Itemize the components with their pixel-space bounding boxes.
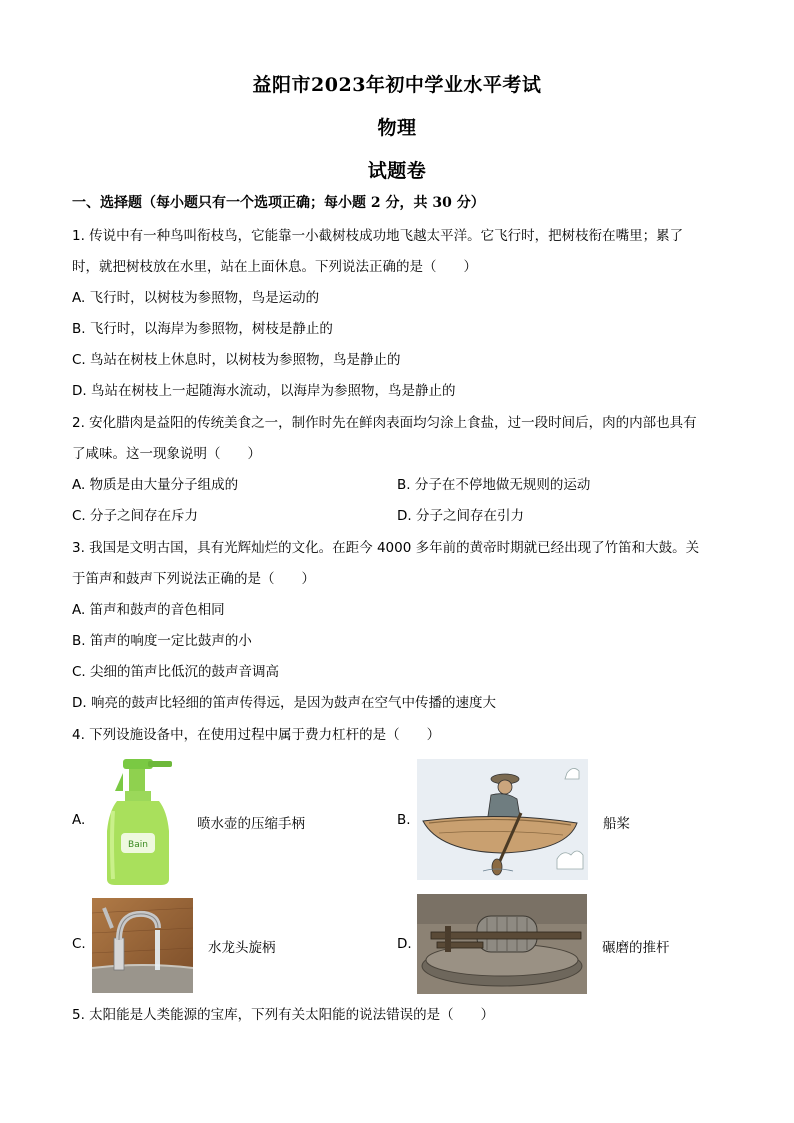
- option-c: C. 尖细的笛声比低沉的鼓声音调高: [72, 664, 280, 680]
- option-a: A. 飞行时，以树枝为参照物，鸟是运动的: [72, 290, 320, 306]
- question-stem: 时，就把树枝放在水里，站在上面休息。下列说法正确的是（ ）: [72, 259, 477, 275]
- option-b: B. 笛声的响度一定比鼓声的小: [72, 633, 252, 649]
- option-a: A. 物质是由大量分子组成的: [72, 477, 239, 493]
- paper-title: 试题卷: [367, 160, 427, 182]
- option-a-caption: 喷水壶的压缩手柄: [197, 816, 305, 832]
- bottle-label: Bain: [128, 840, 148, 850]
- option-a-letter: A.: [72, 812, 86, 828]
- option-b-caption: 船桨: [603, 816, 630, 832]
- option-d-letter: D.: [397, 936, 412, 952]
- subject-title: 物理: [377, 117, 417, 139]
- question-stem: 2. 安化腊肉是益阳的传统美食之一，制作时先在鲜肉表面均匀涂上食盐，过一段时间后，肉的内部也具有: [72, 415, 697, 431]
- stone-mill-image: [417, 894, 587, 994]
- section-heading: 一、选择题（每小题只有一个选项正确；每小题 2 分，共 30 分）: [72, 195, 485, 211]
- option-b-letter: B.: [397, 812, 411, 828]
- option-d-caption: 碾磨的推杆: [602, 940, 670, 956]
- option-d: D. 鸟站在树枝上一起随海水流动，以海岸为参照物，鸟是静止的: [72, 383, 456, 399]
- rowing-boat-image: [417, 759, 588, 880]
- option-a: A. 笛声和鼓声的音色相同: [72, 602, 225, 618]
- option-d: D. 分子之间存在引力: [397, 508, 524, 524]
- exam-title: 益阳市2023年初中学业水平考试: [252, 74, 542, 96]
- option-c: C. 鸟站在树枝上休息时，以树枝为参照物，鸟是静止的: [72, 352, 401, 368]
- question-stem: 了咸味。这一现象说明（ ）: [72, 446, 261, 462]
- option-c-caption: 水龙头旋柄: [208, 940, 276, 956]
- option-b: B. 飞行时，以海岸为参照物，树枝是静止的: [72, 321, 333, 337]
- option-c-letter: C.: [72, 936, 86, 952]
- faucet-image: [92, 898, 193, 993]
- option-d: D. 响亮的鼓声比轻细的笛声传得远，是因为鼓声在空气中传播的速度大: [72, 695, 496, 711]
- question-stem: 4. 下列设施设备中，在使用过程中属于费力杠杆的是（ ）: [72, 727, 441, 743]
- option-b: B. 分子在不停地做无规则的运动: [397, 477, 591, 493]
- question-stem: 于笛声和鼓声下列说法正确的是（ ）: [72, 571, 315, 587]
- question-5-stem: 5. 太阳能是人类能源的宝库，下列有关太阳能的说法错误的是（ ）: [72, 1007, 495, 1023]
- spray-bottle-image: [93, 751, 182, 889]
- option-c: C. 分子之间存在斥力: [72, 508, 199, 524]
- question-stem: 1. 传说中有一种鸟叫衔枝鸟，它能靠一小截树枝成功地飞越太平洋。它飞行时，把树枝衔在嘴里；累了: [72, 228, 684, 244]
- question-stem: 3. 我国是文明古国，具有光辉灿烂的文化。在距今 4000 多年前的黄帝时期就已经出现了竹笛和大鼓。关: [72, 540, 700, 556]
